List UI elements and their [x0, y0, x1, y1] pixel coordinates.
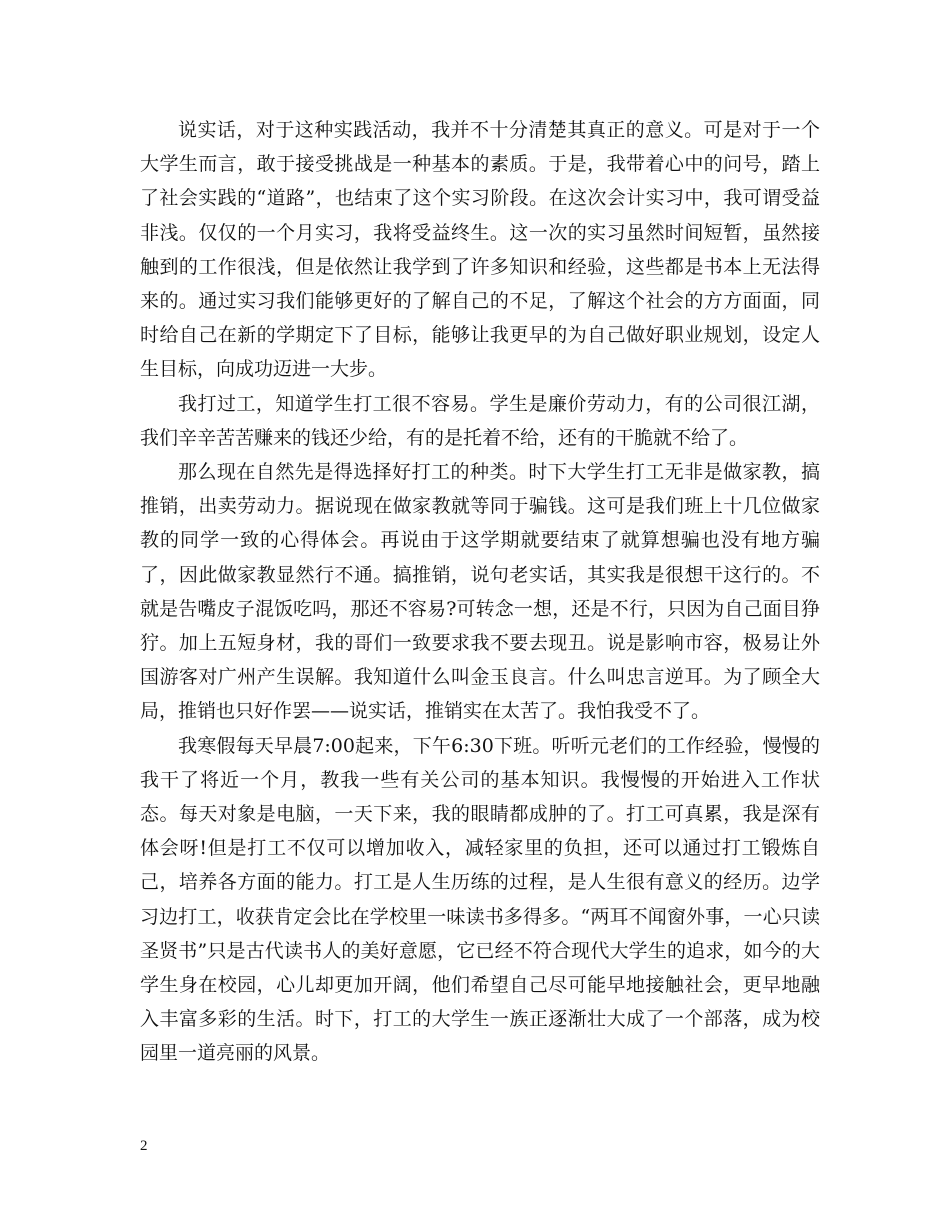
body-text: [140, 113, 820, 1071]
paragraph: 我打过工，知道学生打工很不容易。学生是廉价劳动力，有的公司很江湖，我们辛辛苦苦赚来的钱还少给，有的是托着不给，还有的干脆就不给了。: [140, 392, 820, 449]
page-number: 2: [140, 1138, 148, 1154]
paragraph: 我寒假每天早晨7:00起来，下午6:30下班。听听元老们的工作经验，慢慢的我干了将近一个月，教我一些有关公司的基本知识。我慢慢的开始进入工作状态。每天对象是电脑，一天下来，我的眼睛都成肿的了。打工可真累，我是深有体会呀!但是打工不仅可以增加收入，减轻家里的负担，还可以通过打工锻炼自己，培养各方面的能力。打工是人生历练的过程，是人生很有意义的经历。边学习边打工，收获肯定会比在学校里一味读书多得多。“两耳不闻窗外事，一心只读圣贤书”只是古代读书人的美好意愿，它已经不符合现代大学生的追求，如今的大学生身在校园，心儿却更加开阔，他们希望自己尽可能早地接触社会，更早地融入丰富多彩的生活。时下，打工的大学生一族正逐渐壮大成了一个部落，成为校园里一道亮丽的风景。: [140, 734, 820, 1065]
paragraph: 说实话，对于这种实践活动，我并不十分清楚其真正的意义。可是对于一个大学生而言，敢于接受挑战是一种基本的素质。于是，我带着心中的问号，踏上了社会实践的“道路”，也结束了这个实习阶段。在这次会计实习中，我可谓受益非浅。仅仅的一个月实习，我将受益终生。这一次的实习虽然时间短暂，虽然接触到的工作很浅，但是依然让我学到了许多知识和经验，这些都是书本上无法得来的。通过实习我们能够更好的了解自己的不足，了解这个社会的方方面面，同时给自己在新的学期定下了目标，能够让我更早的为自己做好职业规划，设定人生目标，向成功迈进一大步。: [140, 119, 820, 381]
paragraph: 那么现在自然先是得选择好打工的种类。时下大学生打工无非是做家教，搞推销，出卖劳动力。据说现在做家教就等同于骗钱。这可是我们班上十几位做家教的同学一致的心得体会。再说由于这学期就要结束了就算想骗也没有地方骗了，因此做家教显然行不通。搞推销，说句老实话，其实我是很想干这行的。不就是告嘴皮子混饭吃吗，那还不容易?可转念一想，还是不行，只因为自己面目狰狞。加上五短身材，我的哥们一致要求我不要去现丑。说是影响市容，极易让外国游客对广州产生误解。我知道什么叫金玉良言。什么叫忠言逆耳。为了顾全大局，推销也只好作罢——说实话，推销实在太苦了。我怕我受不了。: [140, 461, 820, 723]
